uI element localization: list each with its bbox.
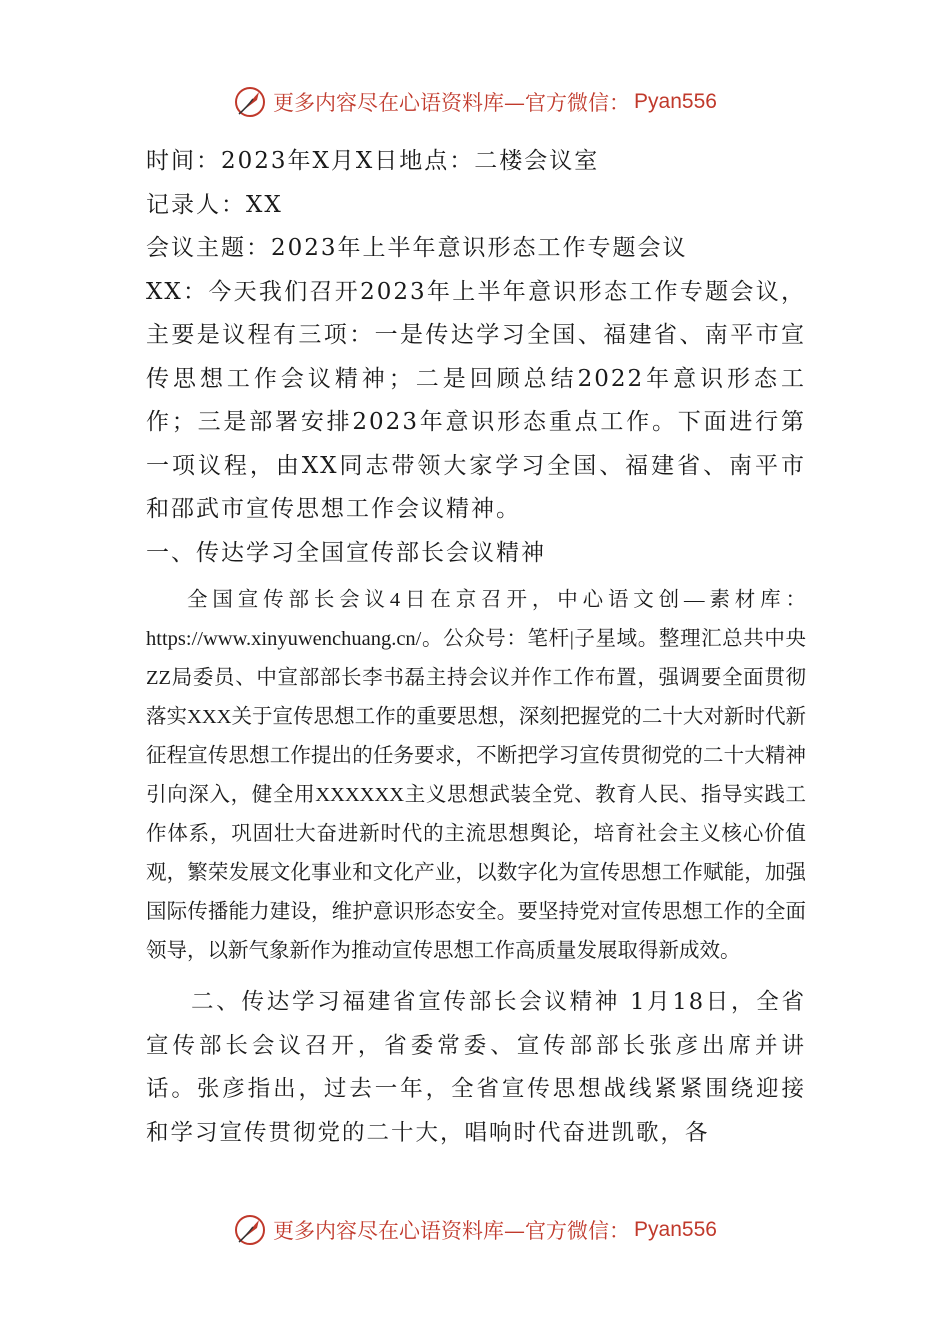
watermark-banner-bottom: [0, 1210, 950, 1250]
meeting-topic: 会议主题：2023年上半年意识形态工作专题会议: [146, 235, 688, 261]
section1-body: 全国宣传部长会议4日在京召开，中心语文创—素材库：https://www.xinyuwenchuang.cn/。公众号：笔杆|子星域。整理汇总共中央ZZ局委员、中宣部部长李书磊主持会议并作工作布置，强调要全面贯彻落实XXX关于宣传思想工作的重要思想，深刻把握党的二十大对新时代新征程宣传思想工作提出的任务要求，不断把学习宣传贯彻党的二十大精神引向深入，健全用XXXXXX主义思想武装全党、教育人民、指导实践工作体系，巩固壮大奋进新时代的主流思想舆论，培育社会主义核心价值观，繁荣发展文化事业和文化产业，以数字化为宣传思想工作赋能，加强国际传播能力建设，维护意识形态安全。要坚持党对宣传思想工作的全面领导，以新气象新作为推动宣传思想工作高质量发展取得新成效。: [146, 589, 806, 962]
watermark-text: 更多内容尽在心语资料库—官方微信：: [273, 91, 631, 115]
watermark-handle: Pyan556: [634, 1218, 717, 1241]
watermark-text: 更多内容尽在心语资料库—官方微信：: [273, 1219, 631, 1243]
section2-body: 二、传达学习福建省宣传部长会议精神 1月18日，全省宣传部长会议召开，省委常委、宣传部部长张彦出席并讲话。张彦指出，过去一年，全省宣传思想战线紧紧围绕迎接和学习宣传贯彻党的二十大，唱响时代奋进凯歌，各: [146, 989, 806, 1146]
quill-logo-icon: [233, 85, 267, 119]
meeting-time-place: 时间：2023年X月X日地点：二楼会议室: [146, 148, 600, 174]
watermark-handle: Pyan556: [634, 90, 717, 113]
quill-logo-icon: [233, 1213, 267, 1247]
intro-paragraph: XX：今天我们召开2023年上半年意识形态工作专题会议，主要是议程有三项：一是传达学习全国、福建省、南平市宣传思想工作会议精神；二是回顾总结2022年意识形态工作；三是部署安排2023年意识形态重点工作。下面进行第一项议程，由XX同志带领大家学习全国、福建省、南平市和邵武市宣传思想工作会议精神。: [146, 278, 806, 522]
meeting-recorder: 记录人：XX: [146, 191, 283, 218]
document-body: [146, 140, 806, 1155]
watermark-banner-top: [0, 82, 950, 122]
section1-heading: 一、传达学习全国宣传部长会议精神: [146, 539, 546, 566]
